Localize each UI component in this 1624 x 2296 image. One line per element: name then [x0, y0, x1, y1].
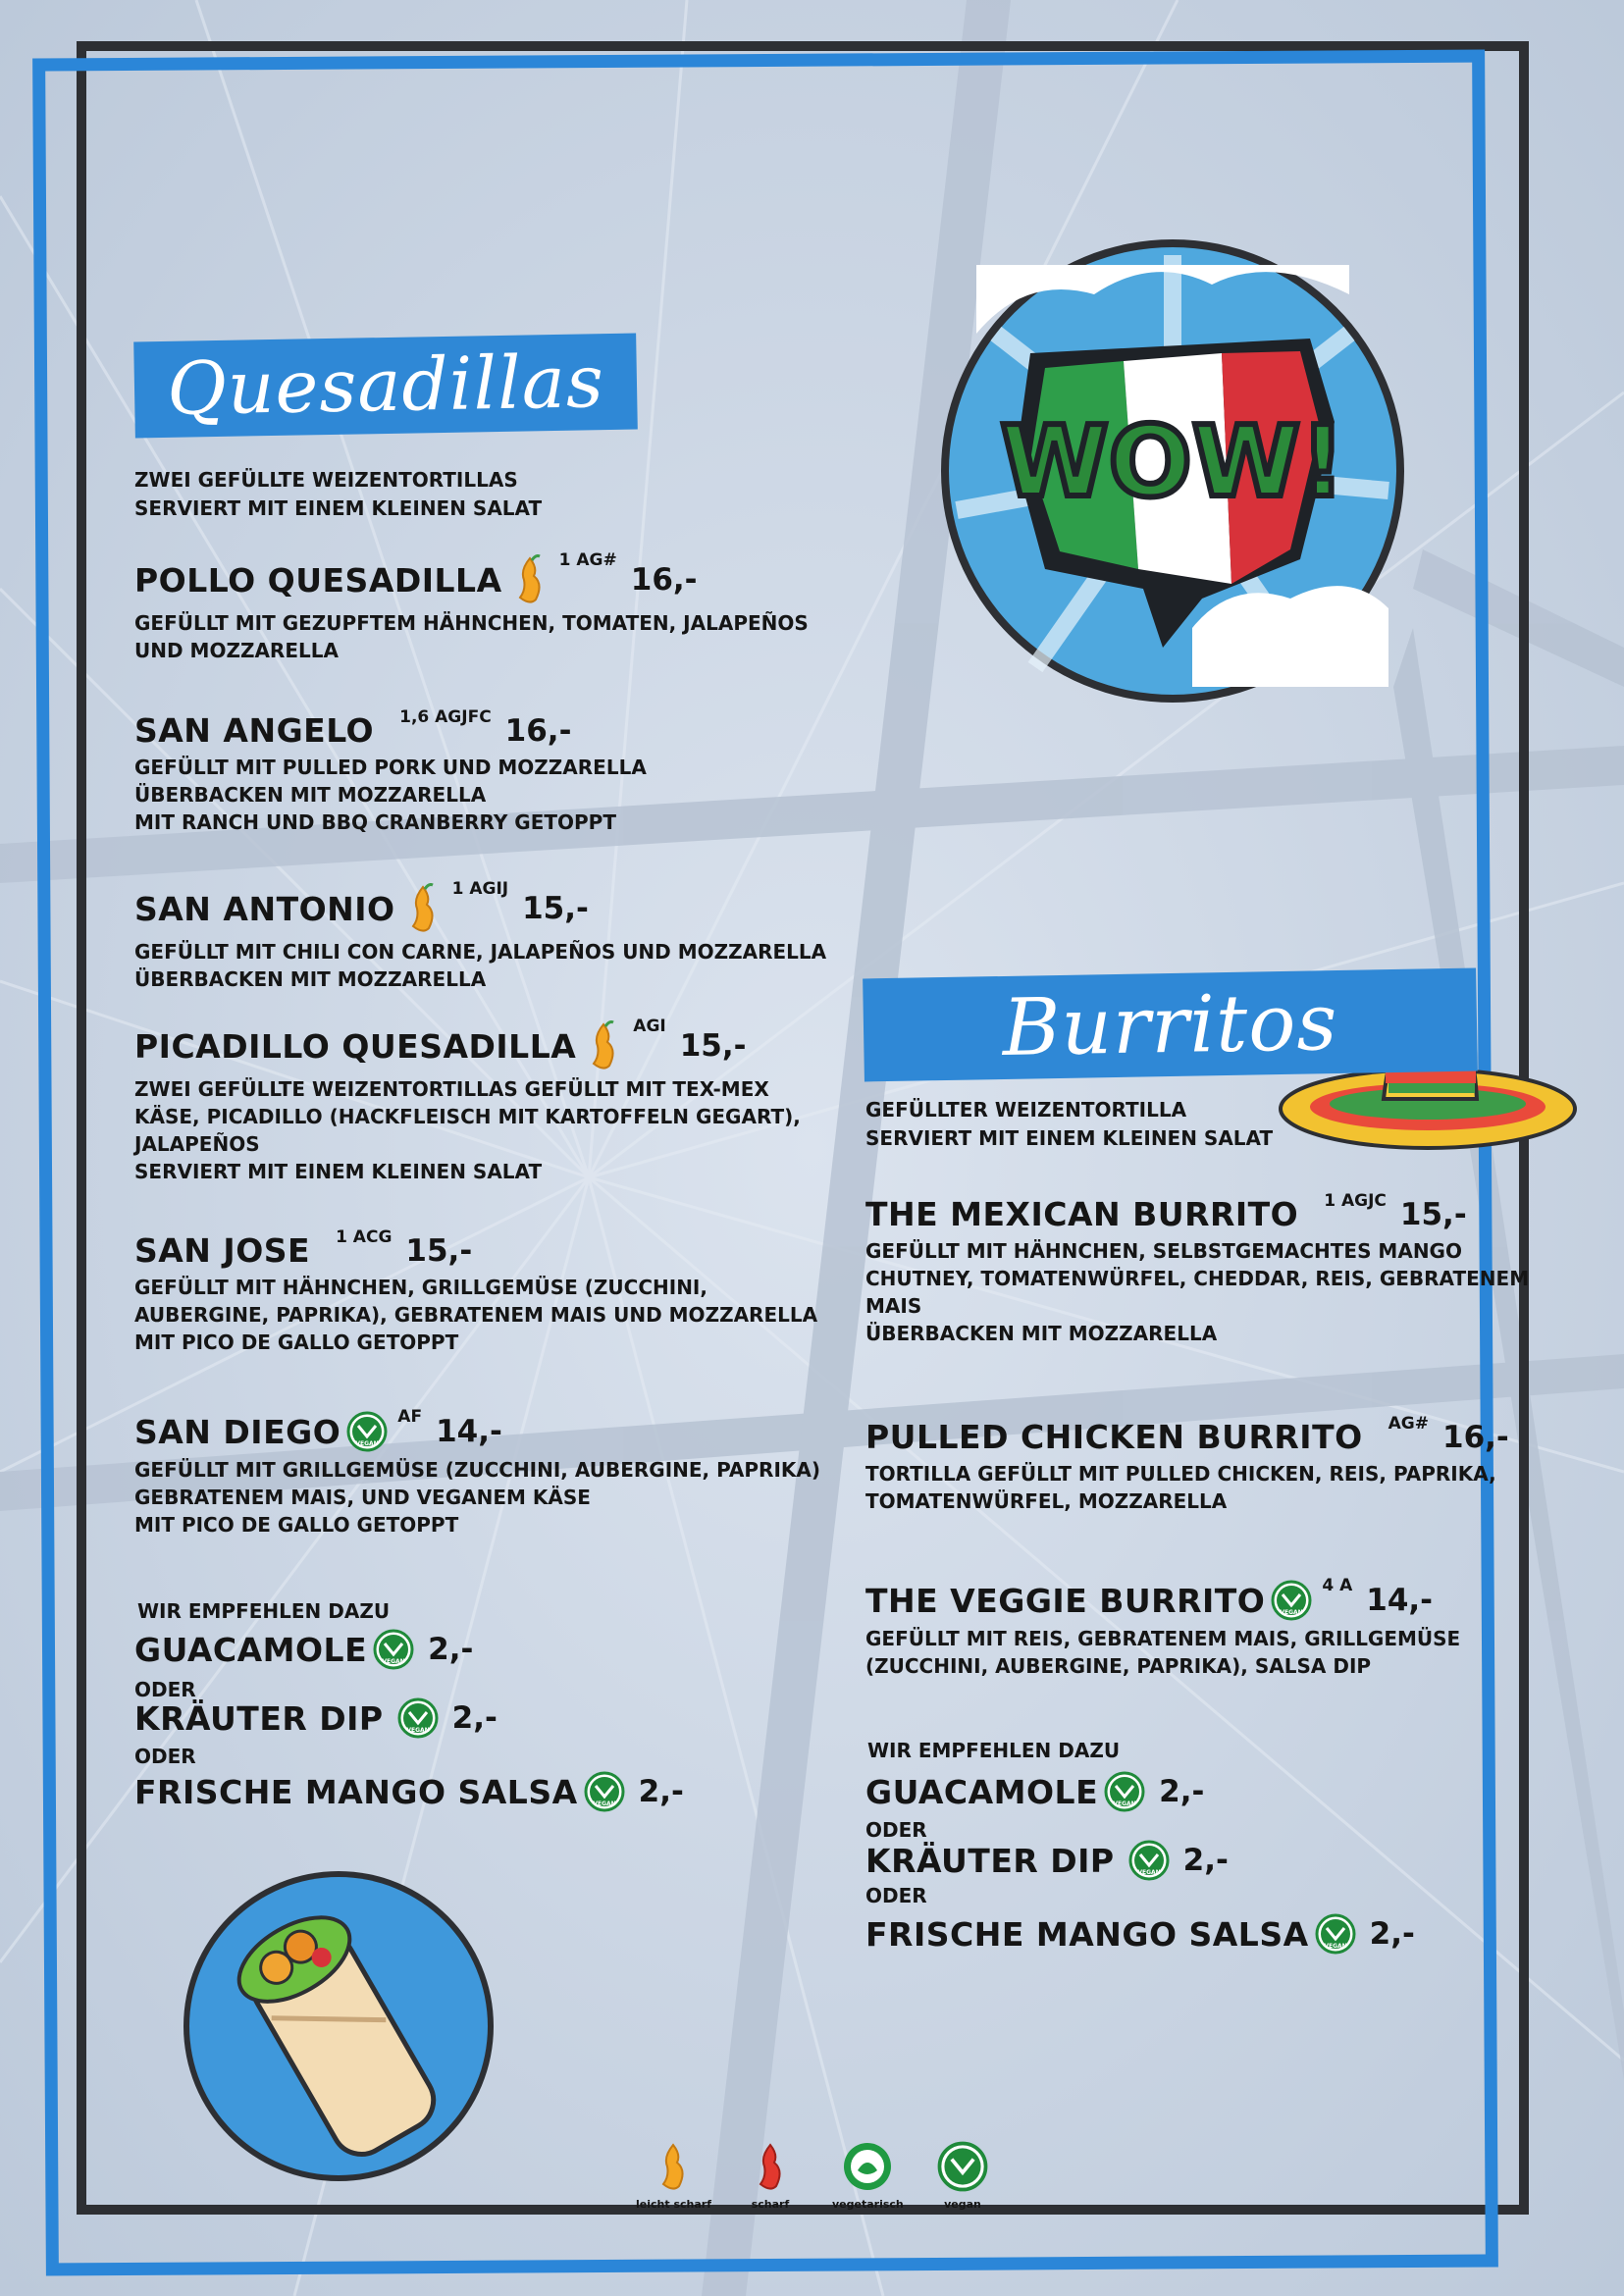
- description-line: TOMATENWÜRFEL, MOZZARELLA: [865, 1489, 1228, 1513]
- vegan-icon: [584, 1771, 625, 1812]
- description-line: MIT PICO DE GALLO GETOPPT: [134, 1513, 459, 1537]
- description-line: (ZUCCHINI, AUBERGINE, PAPRIKA), SALSA DIP: [865, 1654, 1372, 1678]
- chili-mild-icon: [403, 883, 443, 934]
- quesadillas-intro: [134, 466, 542, 523]
- chili-mild-icon: [584, 1020, 623, 1071]
- item-description: [134, 1456, 820, 1539]
- vegan-icon: [1315, 1913, 1356, 1955]
- item-description: [134, 754, 647, 836]
- intro-line: SERVIERT MIT EINEM KLEINEN SALAT: [865, 1126, 1274, 1150]
- item-name: PULLED CHICKEN BURRITO: [865, 1418, 1363, 1456]
- item-allergens: AF: [397, 1407, 423, 1427]
- item-price: 15,-: [1399, 1196, 1467, 1232]
- description-line: ÜBERBACKEN MIT MOZZARELLA: [865, 1322, 1218, 1345]
- vegan-icon: [397, 1697, 439, 1739]
- vegan-badge-text: VEGAN: [382, 1658, 405, 1665]
- vegan-badge-text: VEGAN: [1113, 1800, 1136, 1807]
- menu-item: [134, 1227, 818, 1356]
- vegan-icon: [937, 2141, 988, 2192]
- chili-mild-icon: [510, 554, 550, 605]
- description-line: ZWEI GEFÜLLTE WEIZENTORTILLAS GEFÜLLT MIT TEX-MEX: [134, 1077, 769, 1101]
- dip-price: 2,-: [1182, 1843, 1229, 1878]
- dip-price: 2,-: [1159, 1774, 1205, 1809]
- legend-item: [636, 2141, 711, 2211]
- legend-label: vegetarisch: [832, 2198, 904, 2211]
- legend-item: [937, 2141, 988, 2211]
- item-description: [134, 609, 809, 664]
- dip-name: KRÄUTER DIP: [134, 1698, 384, 1738]
- description-line: GEFÜLLT MIT GEZUPFTEM HÄHNCHEN, TOMATEN, JALAPEÑOS: [134, 611, 809, 635]
- menu-item: [134, 707, 647, 836]
- item-name: POLLO QUESADILLA: [134, 560, 502, 600]
- item-description: [865, 1237, 1529, 1347]
- or-separator: ODER: [134, 1678, 196, 1701]
- description-line: MAIS: [865, 1294, 922, 1318]
- dip-price: 2,-: [1369, 1916, 1415, 1952]
- or-separator: ODER: [865, 1884, 927, 1907]
- item-description: [134, 1274, 817, 1356]
- intro-line: SERVIERT MIT EINEM KLEINEN SALAT: [134, 496, 543, 520]
- item-price: 14,-: [436, 1414, 502, 1449]
- vegan-icon: [373, 1629, 414, 1670]
- dip-price: 2,-: [428, 1632, 474, 1667]
- wow-illustration: [937, 235, 1408, 706]
- description-line: GEBRATENEM MAIS, UND VEGANEM KÄSE: [134, 1486, 591, 1509]
- description-line: KÄSE, PICADILLO (HACKFLEISCH MIT KARTOFFELN GEGART),: [134, 1105, 801, 1128]
- item-description: [865, 1625, 1460, 1680]
- item-allergens: AGI: [633, 1017, 666, 1036]
- vegan-icon: [1271, 1580, 1312, 1621]
- item-name: SAN ANGELO: [134, 711, 375, 750]
- vegan-badge-text: VEGAN: [355, 1440, 379, 1447]
- description-line: CHUTNEY, TOMATENWÜRFEL, CHEDDAR, REIS, GEBRATENEM: [865, 1267, 1530, 1290]
- item-price: 15,-: [405, 1232, 473, 1269]
- item-allergens: 4 A: [1322, 1576, 1353, 1595]
- item-name: SAN JOSE: [134, 1231, 311, 1270]
- burritos-intro: [865, 1096, 1273, 1153]
- description-line: GEFÜLLT MIT HÄHNCHEN, SELBSTGEMACHTES MANGO: [865, 1239, 1462, 1263]
- burrito-illustration: [182, 1869, 496, 2183]
- legend-label: scharf: [751, 2198, 790, 2211]
- vegan-icon: [1104, 1771, 1145, 1812]
- dip-price: 2,-: [638, 1774, 684, 1809]
- item-allergens: 1 ACG: [336, 1227, 393, 1247]
- item-allergens: 1,6 AGJFC: [399, 707, 492, 727]
- item-price: 16,-: [1442, 1419, 1509, 1455]
- dip-item: [134, 1697, 498, 1739]
- description-line: GEFÜLLT MIT GRILLGEMÜSE (ZUCCHINI, AUBERGINE, PAPRIKA): [134, 1458, 821, 1482]
- item-name: SAN ANTONIO: [134, 889, 395, 928]
- item-price: 15,-: [522, 891, 589, 926]
- item-price: 16,-: [630, 562, 698, 598]
- menu-item: [134, 879, 827, 993]
- description-line: MIT RANCH UND BBQ CRANBERRY GETOPPT: [134, 810, 616, 834]
- item-allergens: AG#: [1388, 1414, 1429, 1434]
- item-allergens: 1 AG#: [558, 550, 617, 570]
- vegan-icon: [346, 1411, 388, 1452]
- chili-hot-icon: [751, 2141, 790, 2192]
- legend-item: [751, 2141, 790, 2211]
- description-line: TORTILLA GEFÜLLT MIT PULLED CHICKEN, REIS, PAPRIKA,: [865, 1462, 1496, 1486]
- recommend-label: WIR EMPFEHLEN DAZU: [137, 1599, 391, 1623]
- vegan-badge-text: VEGAN: [1280, 1609, 1304, 1616]
- vegan-badge-text: VEGAN: [1136, 1869, 1161, 1876]
- item-name: SAN DIEGO: [134, 1412, 341, 1451]
- dip-item: [865, 1771, 1204, 1812]
- description-line: UND MOZZARELLA: [134, 639, 339, 662]
- dip-price: 2,-: [451, 1700, 498, 1736]
- menu-item: [134, 550, 809, 664]
- dip-name: GUACAMOLE: [865, 1772, 1099, 1811]
- item-allergens: 1 AGIJ: [451, 879, 509, 899]
- menu-item: [865, 1576, 1461, 1680]
- item-price: 15,-: [679, 1028, 747, 1064]
- description-line: GEFÜLLT MIT CHILI CON CARNE, JALAPEÑOS UND MOZZARELLA: [134, 940, 827, 964]
- quesadillas-title: Quesadillas: [133, 334, 638, 439]
- description-line: GEFÜLLT MIT REIS, GEBRATENEM MAIS, GRILLGEMÜSE: [865, 1627, 1461, 1650]
- burritos-title: Burritos: [863, 968, 1478, 1082]
- wow-text: WOW!: [1000, 404, 1345, 519]
- dip-name: KRÄUTER DIP: [865, 1841, 1115, 1880]
- item-allergens: 1 AGJC: [1324, 1191, 1387, 1211]
- description-line: ÜBERBACKEN MIT MOZZARELLA: [134, 783, 487, 807]
- vegetarian-icon: [842, 2141, 893, 2192]
- dip-item: [865, 1913, 1415, 1955]
- dip-name: FRISCHE MANGO SALSA: [865, 1914, 1309, 1954]
- description-line: SERVIERT MIT EINEM KLEINEN SALAT: [134, 1160, 543, 1183]
- vegan-icon: [1128, 1840, 1170, 1881]
- item-name: THE VEGGIE BURRITO: [865, 1581, 1266, 1620]
- menu-item: [134, 1407, 821, 1539]
- description-line: GEFÜLLT MIT HÄHNCHEN, GRILLGEMÜSE (ZUCCHINI,: [134, 1276, 707, 1299]
- item-name: THE MEXICAN BURRITO: [865, 1195, 1299, 1233]
- item-price: 16,-: [504, 712, 572, 749]
- recommend-label: WIR EMPFEHLEN DAZU: [867, 1739, 1121, 1762]
- dip-item: [134, 1771, 684, 1812]
- item-price: 14,-: [1366, 1583, 1434, 1618]
- menu-item: [134, 1017, 801, 1185]
- description-line: JALAPEÑOS: [134, 1132, 260, 1156]
- dip-name: GUACAMOLE: [134, 1630, 368, 1669]
- item-description: [134, 938, 826, 993]
- description-line: MIT PICO DE GALLO GETOPPT: [134, 1331, 459, 1354]
- item-description: [865, 1460, 1509, 1515]
- legend-item: [832, 2141, 904, 2211]
- or-separator: ODER: [865, 1818, 927, 1842]
- menu-item: [865, 1191, 1530, 1347]
- vegan-badge-text: VEGAN: [1323, 1943, 1347, 1950]
- vegan-badge-text: VEGAN: [405, 1727, 430, 1734]
- item-name: PICADILLO QUESADILLA: [134, 1026, 577, 1066]
- dip-name: FRISCHE MANGO SALSA: [134, 1772, 578, 1811]
- chili-mild-icon: [654, 2141, 693, 2192]
- dip-item: [865, 1840, 1229, 1881]
- item-description: [134, 1075, 801, 1185]
- dip-item: [134, 1629, 473, 1670]
- legend-label: vegan: [944, 2198, 981, 2211]
- description-line: GEFÜLLT MIT PULLED PORK UND MOZZARELLA: [134, 756, 647, 779]
- intro-line: GEFÜLLTER WEIZENTORTILLA: [865, 1098, 1187, 1122]
- vegan-badge-text: VEGAN: [592, 1800, 616, 1807]
- description-line: ÜBERBACKEN MIT MOZZARELLA: [134, 967, 487, 991]
- menu-item: [865, 1414, 1509, 1515]
- description-line: AUBERGINE, PAPRIKA), GEBRATENEM MAIS UND MOZZARELLA: [134, 1303, 818, 1327]
- or-separator: ODER: [134, 1745, 196, 1768]
- intro-line: ZWEI GEFÜLLTE WEIZENTORTILLAS: [134, 468, 518, 492]
- legend-label: leicht scharf: [636, 2198, 711, 2211]
